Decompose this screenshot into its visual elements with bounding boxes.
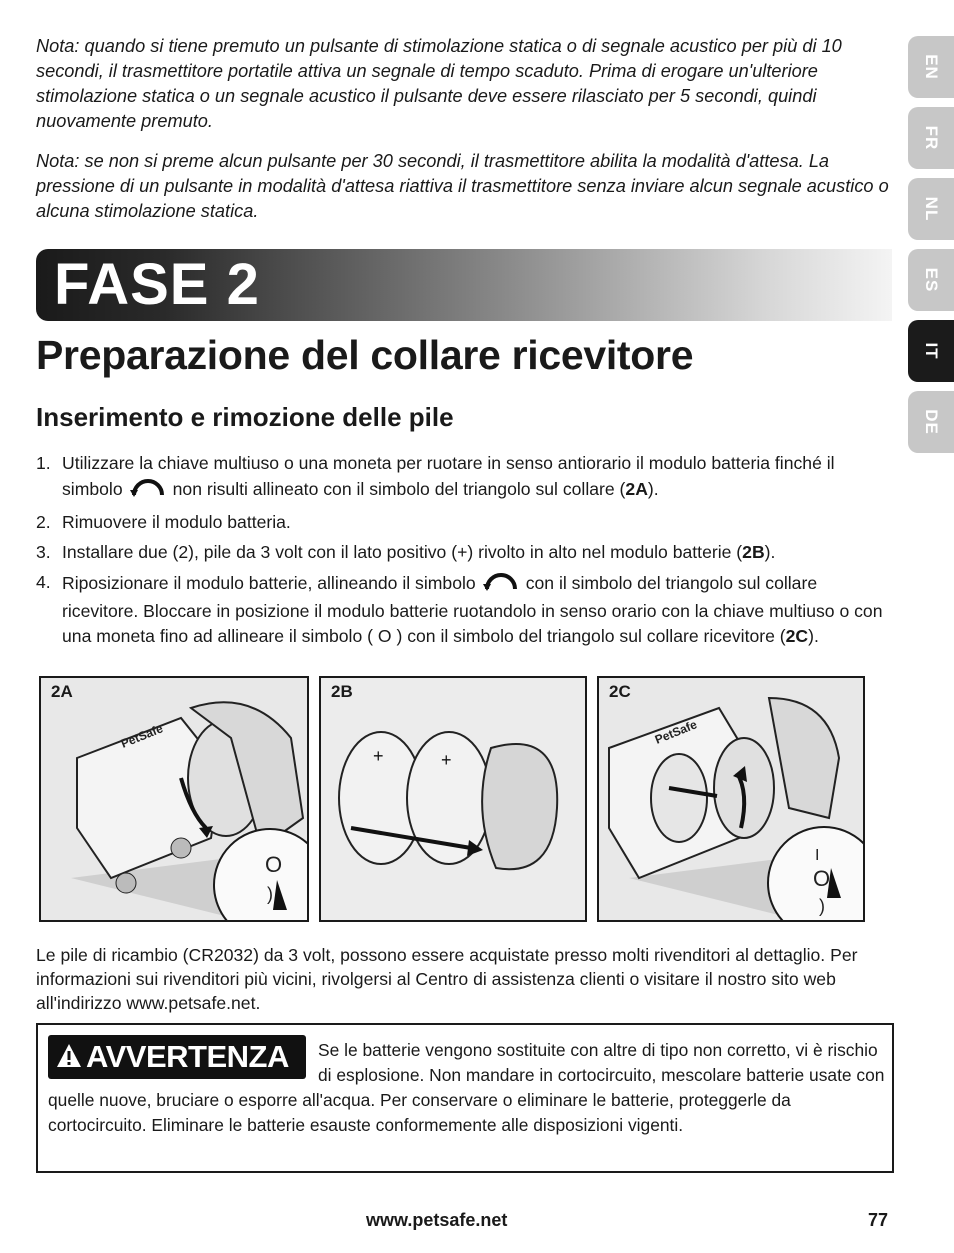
svg-text:I: I [815, 847, 820, 864]
detail-zoom [213, 828, 309, 922]
language-tabs [908, 36, 954, 462]
notes-section [36, 34, 896, 239]
unlock-arc-icon [129, 476, 167, 505]
tab-es[interactable]: ES [908, 249, 954, 311]
steps-list [36, 451, 894, 654]
note-timeout: Nota: quando si tiene premuto un pulsante di stimolazione statica o di segnale acustico per più di 10 secondi, il trasmettitore portatile attiva un segnale di tempo scaduto. Prima di erogare un'ulteriore stimolazione statica o un segnale acustico il pulsante deve essere rilasciato per 5 secondi, quindi nuovamente premuto. [36, 36, 842, 131]
plus-sign: + [441, 750, 452, 770]
battery-install-illustration [321, 678, 585, 920]
footer-url: www.petsafe.net [366, 1210, 508, 1230]
svg-text:O: O [813, 866, 831, 891]
phase-banner [36, 249, 892, 321]
brand-label: PetSafe [118, 721, 165, 751]
detail-zoom [767, 826, 865, 922]
svg-text:): ) [267, 884, 273, 904]
unlock-arc-icon [482, 570, 520, 599]
tab-fr[interactable]: FR [908, 107, 954, 169]
list-item: 4. Riposizionare il modulo batterie, allineando il simbolo con il simbolo del triangolo sul collare ricevitore. Bloccare in posizione il modulo batterie ruotandolo in senso orario con la chiave multiuso o con una moneta fino ad allineare il simbolo ( O ) con il simbolo del triangolo sul collare ricevitore (2C). [36, 572, 883, 646]
list-item: 1. Utilizzare la chiave multiuso o una moneta per ruotare in senso antiorario il modulo batteria finché il simbolo non risulti allineato con il simbolo del triangolo sul collare (2A). [36, 451, 894, 505]
list-item: 2. Rimuovere il modulo batteria. [36, 512, 291, 532]
page-number: 77 [868, 1210, 889, 1230]
page-title: Preparazione del collare ricevitore [36, 332, 694, 378]
figures-row [39, 676, 919, 936]
figure-2b: 2B + + [319, 676, 587, 922]
svg-text:): ) [819, 896, 825, 916]
replacement-text: Le pile di ricambio (CR2032) da 3 volt, possono essere acquistate presso molti rivenditori al dettaglio. Per informazioni sui rivenditori più vicini, rivolgersi al Centro di assistenza clienti o visitare il nostro sito web all'indirizzo www.petsafe.net. [36, 945, 858, 1013]
warning-text: Se le batterie vengono sostituite con altre di tipo non corretto, vi è rischio di esplosione. Non mandare in cortocircuito, mescolare batterie usate con quelle nuove, bruciare o esporre all'acqua. Per conservare o eliminare le batterie, proteggerle da cortocircuito. Eliminare le batterie esauste conformemente alle disposizioni vigenti. [48, 1040, 885, 1135]
tab-it[interactable]: IT [908, 320, 954, 382]
figure-2c: 2C PetSafe I O ) [597, 676, 865, 922]
tab-de[interactable]: DE [908, 391, 954, 453]
tab-nl[interactable]: NL [908, 178, 954, 240]
list-item: 3. Installare due (2), pile da 3 volt con il lato positivo (+) rivolto in alto nel modulo batterie (2B). [36, 542, 776, 562]
phase-label: FASE 2 [54, 252, 260, 317]
svg-text:O: O [265, 852, 283, 877]
warning-box [36, 1023, 894, 1173]
figure-2a: 2A PetSafe O ) [39, 676, 309, 922]
tab-en[interactable]: EN [908, 36, 954, 98]
brand-label: PetSafe [652, 717, 699, 747]
plus-sign: + [373, 746, 384, 766]
section-title: Inserimento e rimozione delle pile [36, 402, 454, 432]
note-standby: Nota: se non si preme alcun pulsante per 30 secondi, il trasmettitore abilita la modalità d'attesa. La pressione di un pulsante in modalità d'attesa riattiva il trasmettitore senza inviare alcun segnale acustico o alcuna stimolazione statica. [36, 151, 889, 221]
warning-label: AVVERTENZA [86, 1039, 289, 1074]
